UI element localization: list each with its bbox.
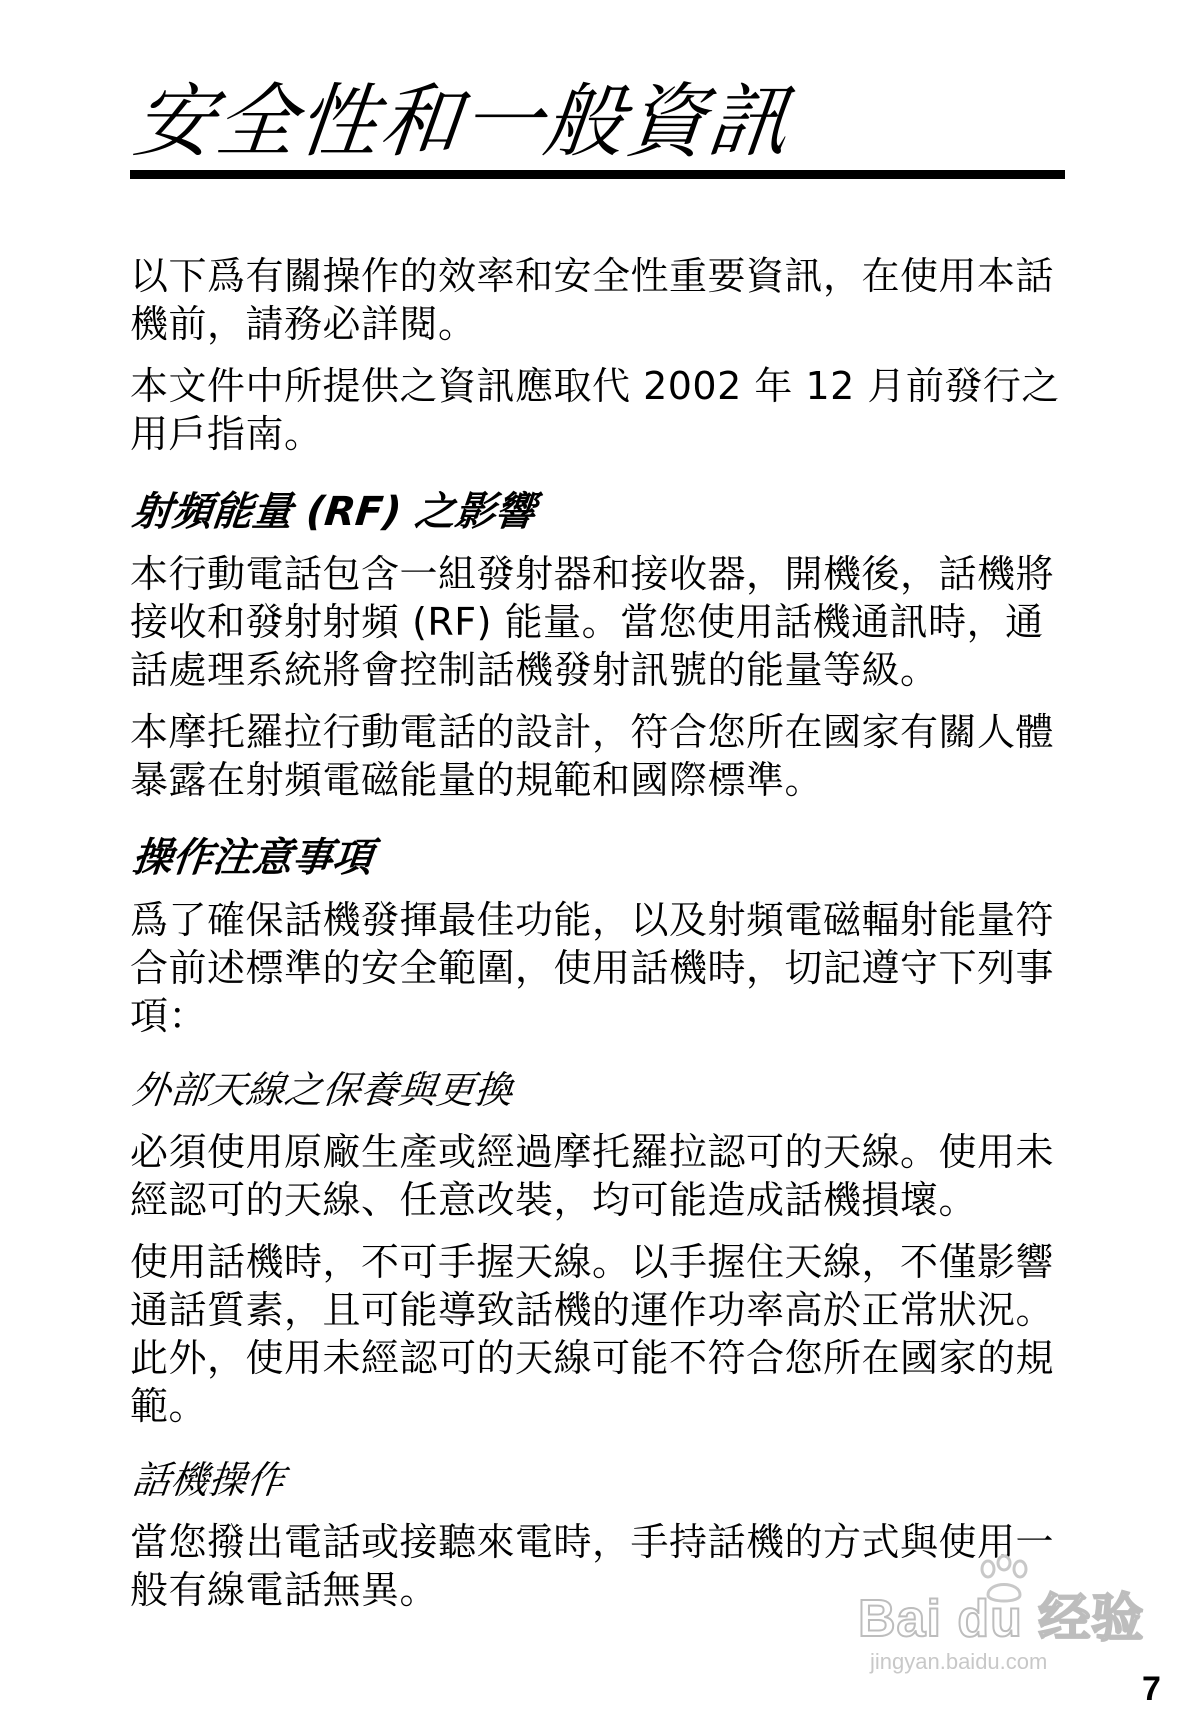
baidu-jingyan-watermark xyxy=(858,1555,1145,1674)
page-content xyxy=(130,252,1065,1628)
antenna-paragraph-1: 必須使用原廠生產或經過摩托羅拉認可的天線。使用未經認可的天線、任意改裝，均可能造成話機損壞。 xyxy=(130,1130,1055,1222)
watermark-url: jingyan.baidu.com xyxy=(870,1649,1048,1674)
rf-section-heading: 射頻能量 (RF) 之影響 xyxy=(130,489,538,535)
intro-paragraph-1: 以下爲有關操作的效率和安全性重要資訊，在使用本話機前，請務必詳閱。 xyxy=(130,254,1055,346)
antenna-section-heading: 外部天線之保養與更換 xyxy=(130,1068,515,1112)
title-divider xyxy=(130,170,1065,179)
rf-paragraph-2: 本摩托羅拉行動電話的設計，符合您所在國家有關人體暴露在射頻電磁能量的規範和國際標準。 xyxy=(130,710,1055,802)
watermark-logo-text: Bai du 经验 xyxy=(858,1590,1145,1648)
phone-operation-paragraph-1: 當您撥出電話或接聽來電時，手持話機的方式與使用一般有線電話無異。 xyxy=(130,1520,1055,1612)
precautions-paragraph-1: 爲了確保話機發揮最佳功能，以及射頻電磁輻射能量符合前述標準的安全範圍，使用話機時，切記遵守下列事項： xyxy=(130,898,1055,1038)
rf-paragraph-1: 本行動電話包含一組發射器和接收器，開機後，話機將接收和發射射頻 (RF) 能量。當您使用話機通訊時，通話處理系統將會控制話機發射訊號的能量等級。 xyxy=(130,552,1055,692)
antenna-paragraph-2: 使用話機時，不可手握天線。以手握住天線，不僅影響通話質素，且可能導致話機的運作功率高於正常狀況。此外，使用未經認可的天線可能不符合您所在國家的規範。 xyxy=(130,1240,1055,1428)
precautions-section-heading: 操作注意事項 xyxy=(130,835,375,881)
page-number: 7 xyxy=(1142,1670,1161,1708)
page-title: 安全性和一般資訊 xyxy=(129,75,796,168)
document-page xyxy=(130,0,1065,1720)
intro-paragraph-2: 本文件中所提供之資訊應取代 2002 年 12 月前發行之用戶指南。 xyxy=(130,364,1060,456)
phone-operation-heading: 話機操作 xyxy=(130,1458,287,1502)
